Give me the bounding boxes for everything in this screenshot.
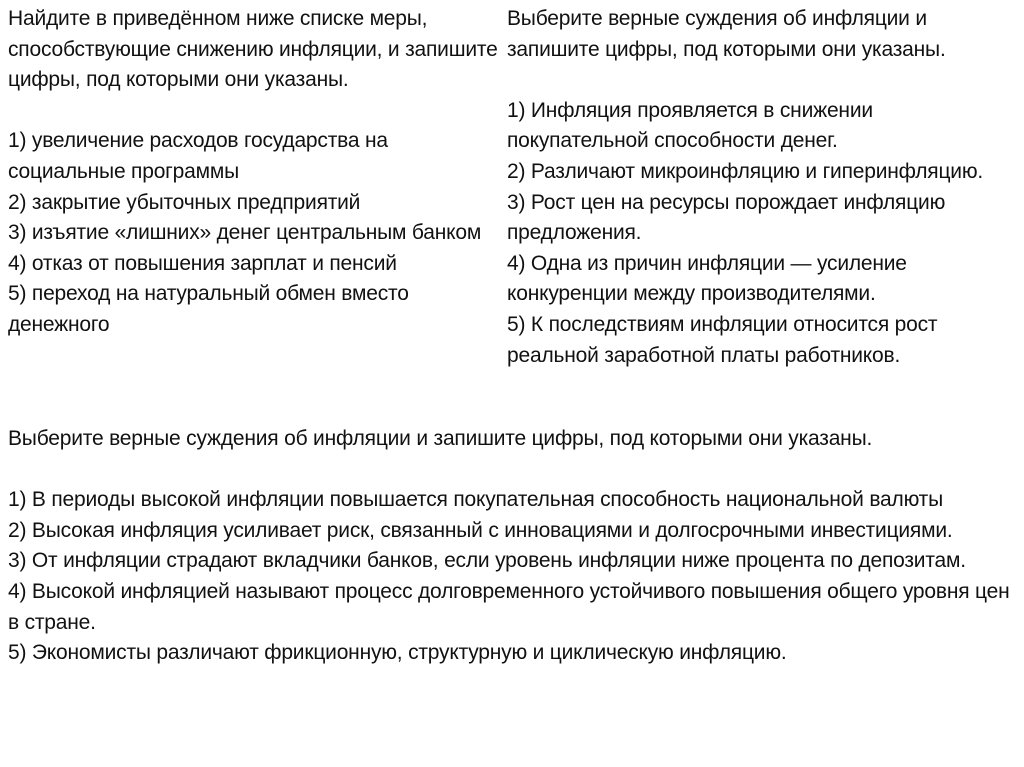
task-bottom-item-4: 4) Высокой инфляцией называют процесс долговременного устойчивого повышения общего уровня цен в стране.: [8, 579, 1010, 634]
task-right-item-1: 1) Инфляция проявляется в снижении покупательной способности денег.: [507, 98, 873, 153]
task-left-item-2: 2) закрытие убыточных предприятий: [8, 190, 361, 214]
task-bottom-item-5: 5) Экономисты различают фрикционную, структурную и циклическую инфляцию.: [8, 641, 787, 665]
task-left-item-5: 5) переход на натуральный обмен вместо денежного: [8, 282, 409, 336]
spacer: [507, 65, 1017, 96]
spacer: [8, 455, 1016, 486]
task-right-question: Выберите верные суждения об инфляции и запишите цифры, под которыми они указаны.: [507, 7, 946, 61]
task-left-question: Найдите в приведённом ниже списке меры, способствующие снижению инфляции, и запишите цифры, под которыми они указаны.: [8, 7, 498, 92]
task-bottom-item-3: 3) От инфляции страдают вкладчики банков, если уровень инфляции ниже процента по депозитам.: [8, 549, 966, 573]
task-right-item-3: 3) Рост цен на ресурсы порождает инфляцию предложения.: [507, 190, 946, 245]
task-left-item-4: 4) отказ от повышения зарплат и пенсий: [8, 251, 397, 275]
task-left-item-3: 3) изъятие «лишних» денег центральным банком: [8, 221, 482, 245]
task-right-item-5: 5) К последствиям инфляции относится рост реальной заработной платы работников.: [507, 312, 938, 367]
task-left-item-1: 1) увеличение расходов государства на социальные программы: [8, 129, 388, 183]
task-right: [507, 4, 1017, 371]
task-right-item-4: 4) Одна из причин инфляции — усиление конкуренции между производителями.: [507, 251, 907, 306]
task-right-item-2: 2) Различают микроинфляцию и гиперинфляцию.: [507, 159, 984, 183]
task-bottom-question: Выберите верные суждения об инфляции и запишите цифры, под которыми они указаны.: [8, 427, 873, 450]
task-left: [8, 4, 500, 341]
spacer: [8, 96, 500, 127]
task-bottom-item-1: 1) В периоды высокой инфляции повышается покупательная способность национальной валюты: [8, 488, 943, 512]
task-bottom-item-2: 2) Высокая инфляция усиливает риск, связанный с инновациями и долгосрочными инвестициями.: [8, 518, 953, 542]
task-bottom: [8, 424, 1016, 669]
